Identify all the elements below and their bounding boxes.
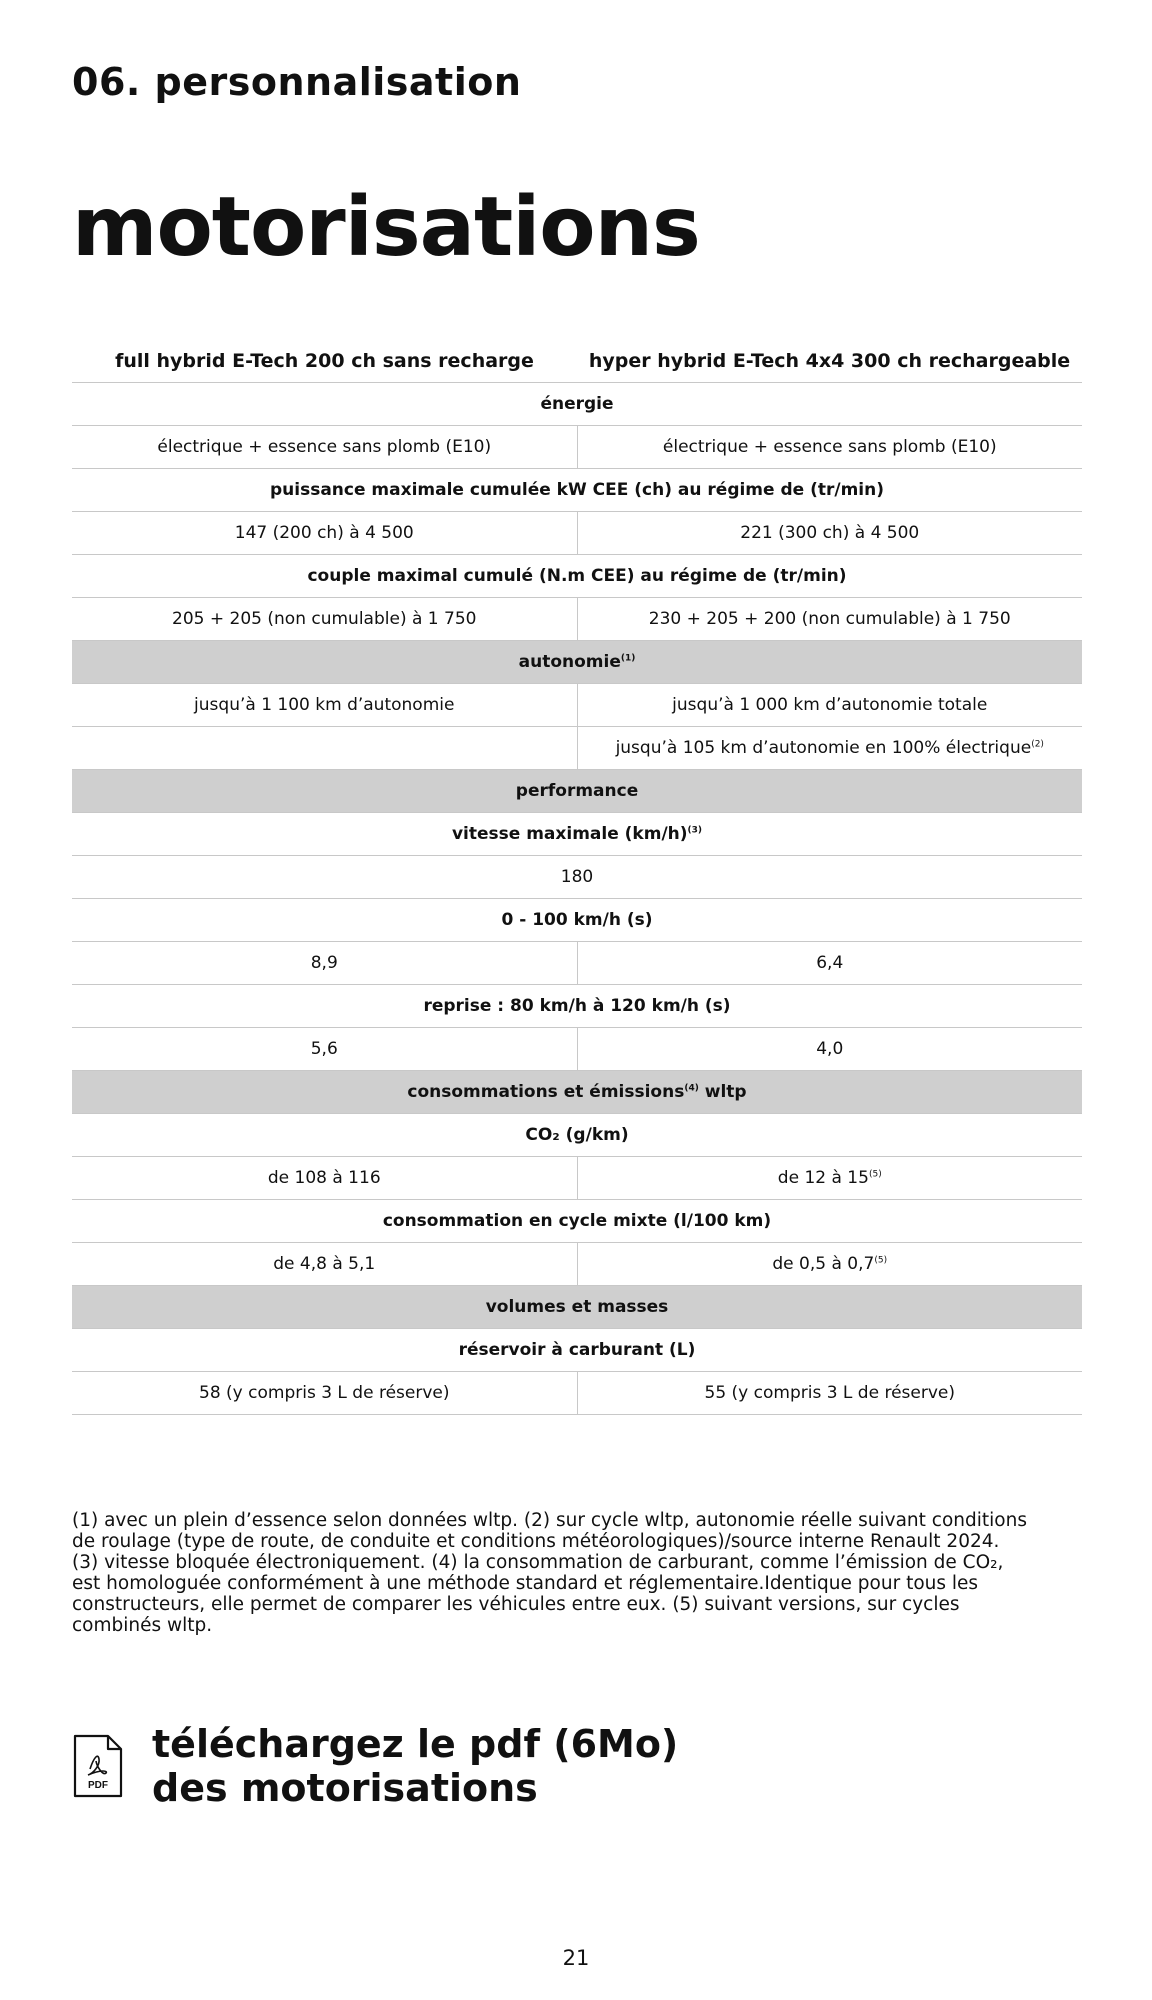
section-label: 06. personnalisation: [72, 60, 522, 104]
pdf-icon-label: PDF: [88, 1780, 108, 1791]
table-row: [72, 1028, 1082, 1071]
download-pdf-link[interactable]: [72, 1722, 678, 1810]
category-heading: [72, 1286, 1082, 1329]
download-line-1: téléchargez le pdf (6Mo): [152, 1722, 679, 1766]
cell-text: électrique + essence sans plomb (E10): [157, 437, 492, 457]
table-row: [72, 1372, 1082, 1415]
subheading-row: [72, 469, 1082, 512]
cell-text: 180: [560, 867, 594, 887]
cell-text: de 12 à 15: [777, 1168, 869, 1188]
table-cell: [72, 942, 577, 985]
subheading-row: [72, 1200, 1082, 1243]
subheading-row: [72, 899, 1082, 942]
specifications-table: [72, 340, 1082, 1415]
table-cell: [577, 727, 1082, 770]
cell-text: de 4,8 à 5,1: [273, 1254, 376, 1274]
table-cell: [72, 1243, 577, 1286]
subheading-row: [72, 1329, 1082, 1372]
subheading-row: [72, 985, 1082, 1028]
cell-text: de 108 à 116: [267, 1168, 381, 1188]
cell-text: volumes et masses: [485, 1297, 669, 1317]
table-row: [72, 1157, 1082, 1200]
footnote-line: constructeurs, elle permet de comparer les véhicules entre eux. (5) suivant versions, sur cycles: [72, 1594, 960, 1615]
cell-text: énergie: [540, 394, 614, 414]
subheading-row: [72, 813, 1082, 856]
spec-heading: [72, 985, 1082, 1028]
table-body: [72, 383, 1082, 1415]
footnote-line: est homologuée conformément à une méthode standard et réglementaire.Identique pour tous les: [72, 1573, 979, 1594]
table-cell: [72, 598, 577, 641]
cell-text: CO₂ (g/km): [525, 1125, 629, 1145]
table-cell: [72, 684, 577, 727]
table-cell: [577, 1157, 1082, 1200]
cell-text: 0 - 100 km/h (s): [501, 910, 653, 930]
cell-text: 205 + 205 (non cumulable) à 1 750: [172, 609, 477, 629]
table-cell: [577, 1243, 1082, 1286]
footnote-line: combinés wltp.: [72, 1615, 213, 1636]
cell-text: 55 (y compris 3 L de réserve): [704, 1383, 955, 1403]
spec-heading: [72, 813, 1082, 856]
footnote-marker: (4): [684, 1083, 699, 1094]
footnote-line: (1) avec un plein d’essence selon données wltp. (2) sur cycle wltp, autonomie réelle suivant conditions: [72, 1510, 1027, 1531]
spec-heading: [72, 383, 1082, 426]
table-cell: [72, 1028, 577, 1071]
table-row: [72, 1243, 1082, 1286]
download-text[interactable]: [152, 1722, 678, 1810]
cell-text: réservoir à carburant (L): [458, 1340, 696, 1360]
cell-text: 5,6: [310, 1039, 338, 1059]
category-row: [72, 1286, 1082, 1329]
table-cell: [577, 512, 1082, 555]
cell-text: électrique + essence sans plomb (E10): [662, 437, 997, 457]
cell-text: 6,4: [816, 953, 844, 973]
cell-text: 230 + 205 + 200 (non cumulable) à 1 750: [648, 609, 1011, 629]
cell-suffix: wltp: [698, 1082, 747, 1102]
cell-text: 8,9: [310, 953, 338, 973]
category-row: [72, 641, 1082, 684]
table-cell: [577, 942, 1082, 985]
cell-text: jusqu’à 1 100 km d’autonomie: [194, 695, 455, 715]
category-heading: [72, 1071, 1082, 1114]
footnote-marker: (2): [1031, 739, 1044, 750]
footnote-marker: (5): [874, 1255, 888, 1266]
table-cell: [577, 1028, 1082, 1071]
table-cell: [577, 426, 1082, 469]
table-row: [72, 727, 1082, 770]
subheading-row: [72, 1114, 1082, 1157]
footnote-line: (3) vitesse bloquée électroniquement. (4) la consommation de carburant, comme l’émission de CO₂,: [72, 1552, 1004, 1573]
cell-text: performance: [515, 781, 639, 801]
table-row: [72, 426, 1082, 469]
footnotes: [72, 1510, 1052, 1636]
table-row: [72, 684, 1082, 727]
subheading-row: [72, 555, 1082, 598]
table-row: [72, 598, 1082, 641]
cell-text: consommations et émissions: [407, 1082, 685, 1102]
download-line-2: des motorisations: [152, 1766, 538, 1810]
cell-text: jusqu’à 105 km d’autonomie en 100% électrique: [615, 738, 1032, 758]
page-title: motorisations: [72, 180, 700, 275]
table-cell: [72, 727, 577, 770]
cell-text: 4,0: [816, 1039, 844, 1059]
table-cell: [72, 512, 577, 555]
footnote-line: de roulage (type de route, de conduite et conditions météorologiques)/source interne Renault 2024.: [72, 1531, 1000, 1552]
column-header-full-hybrid: full hybrid E-Tech 200 ch sans recharge: [72, 340, 577, 383]
table-cell: [577, 598, 1082, 641]
table-row: [72, 512, 1082, 555]
spec-heading: [72, 899, 1082, 942]
cell-text: jusqu’à 1 000 km d’autonomie totale: [672, 695, 988, 715]
cell-text: consommation en cycle mixte (l/100 km): [382, 1211, 772, 1231]
table-cell: [72, 1372, 577, 1415]
footnote-marker: (1): [620, 653, 636, 664]
table-cell: [72, 856, 1082, 899]
footnote-marker: (3): [687, 825, 703, 836]
page-number: 21: [562, 1946, 590, 1970]
cell-text: 221 (300 ch) à 4 500: [740, 523, 920, 543]
cell-text: reprise : 80 km/h à 120 km/h (s): [423, 996, 731, 1016]
spec-heading: [72, 1114, 1082, 1157]
table-cell: [577, 1372, 1082, 1415]
category-row: [72, 1071, 1082, 1114]
table-cell: [72, 1157, 577, 1200]
table-cell: [72, 426, 577, 469]
cell-text: 58 (y compris 3 L de réserve): [199, 1383, 450, 1403]
category-heading: [72, 770, 1082, 813]
cell-text: 147 (200 ch) à 4 500: [234, 523, 414, 543]
spec-heading: [72, 1329, 1082, 1372]
cell-text: vitesse maximale (km/h): [451, 824, 688, 844]
table-row: [72, 942, 1082, 985]
spec-heading: [72, 555, 1082, 598]
cell-text: de 0,5 à 0,7: [772, 1254, 875, 1274]
spec-heading: [72, 469, 1082, 512]
footnote-marker: (5): [868, 1169, 882, 1180]
category-heading: [72, 641, 1082, 684]
subheading-row: [72, 383, 1082, 426]
spec-heading: [72, 1200, 1082, 1243]
cell-text: autonomie: [518, 652, 621, 672]
pdf-file-icon: [72, 1733, 124, 1799]
table-row: [72, 856, 1082, 899]
cell-text: couple maximal cumulé (N.m CEE) au régime de (tr/min): [307, 566, 847, 586]
cell-text: puissance maximale cumulée kW CEE (ch) au régime de (tr/min): [270, 480, 884, 500]
table-header-row: [72, 340, 1082, 383]
table-cell: [577, 684, 1082, 727]
column-header-hyper-hybrid: hyper hybrid E-Tech 4x4 300 ch rechargeable: [577, 340, 1082, 383]
category-row: [72, 770, 1082, 813]
